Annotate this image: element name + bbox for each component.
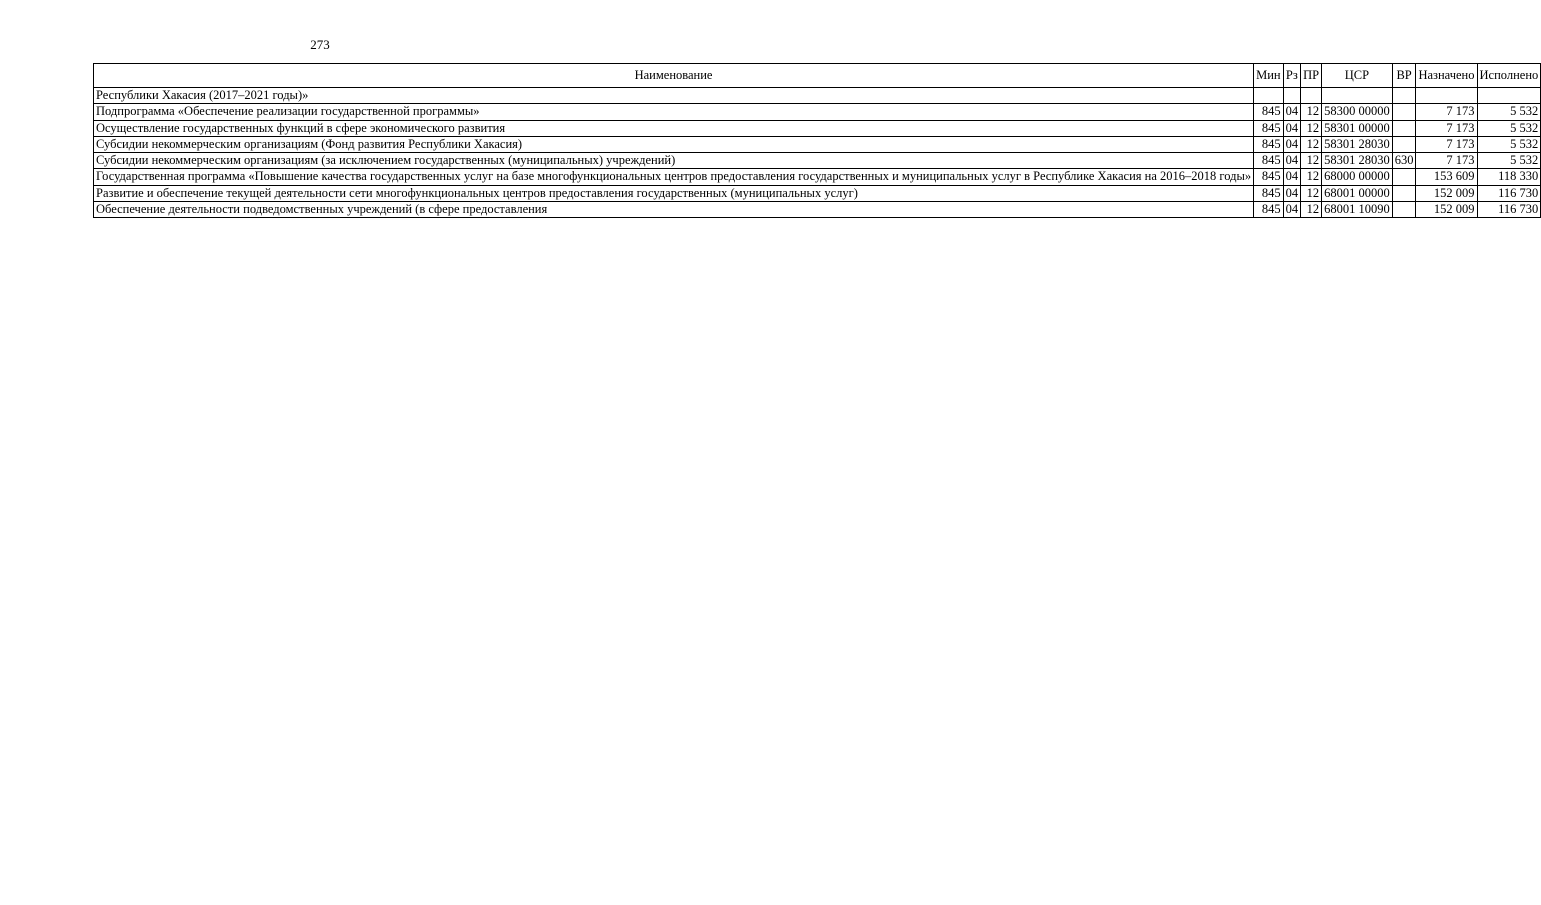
- row-csr: 68001 00000: [1322, 185, 1393, 201]
- row-executed: 118 330: [1477, 169, 1541, 185]
- row-assigned: 7 173: [1416, 120, 1477, 136]
- header-vr: ВР: [1392, 64, 1416, 88]
- row-name: Субсидии некоммерческим организациям (за исключением государственных (муниципальных) учреждений): [94, 153, 1254, 169]
- row-executed: 5 532: [1477, 153, 1541, 169]
- row-csr: 58301 28030: [1322, 153, 1393, 169]
- row-pr: 12: [1301, 136, 1322, 152]
- row-assigned: 153 609: [1416, 169, 1477, 185]
- row-vr: [1392, 202, 1416, 218]
- row-name: Подпрограмма «Обеспечение реализации государственной программы»: [94, 104, 1254, 120]
- row-csr: [1322, 88, 1393, 104]
- header-pr: ПР: [1301, 64, 1322, 88]
- table-row: [94, 120, 1541, 136]
- row-pr: 12: [1301, 185, 1322, 201]
- row-vr: [1392, 169, 1416, 185]
- row-assigned: 7 173: [1416, 153, 1477, 169]
- row-vr: [1392, 88, 1416, 104]
- row-name: Государственная программа «Повышение качества государственных услуг на базе многофункциональных центров предоставления государственных и муниципальных услуг в Республике Хакасия на 2016–2018 годы»: [94, 169, 1254, 185]
- row-rz: [1283, 88, 1301, 104]
- row-name: Обеспечение деятельности подведомственных учреждений (в сфере предоставления: [94, 202, 1254, 218]
- row-executed: 5 532: [1477, 136, 1541, 152]
- header-executed: Исполнено: [1477, 64, 1541, 88]
- row-min: 845: [1254, 185, 1284, 201]
- row-pr: 12: [1301, 153, 1322, 169]
- table-row: [94, 169, 1541, 185]
- row-assigned: [1416, 88, 1477, 104]
- header-name: Наименование: [94, 64, 1254, 88]
- row-rz: 04: [1283, 185, 1301, 201]
- row-csr: 58301 28030: [1322, 136, 1393, 152]
- row-min: [1254, 88, 1284, 104]
- row-vr: 630: [1392, 153, 1416, 169]
- row-csr: 68000 00000: [1322, 169, 1393, 185]
- row-pr: 12: [1301, 202, 1322, 218]
- row-executed: 116 730: [1477, 202, 1541, 218]
- table-row: [94, 185, 1541, 201]
- row-vr: [1392, 136, 1416, 152]
- row-rz: 04: [1283, 104, 1301, 120]
- row-name: Осуществление государственных функций в сфере экономического развития: [94, 120, 1254, 136]
- row-vr: [1392, 185, 1416, 201]
- row-pr: 12: [1301, 120, 1322, 136]
- budget-table: [93, 63, 1541, 218]
- row-pr: 12: [1301, 169, 1322, 185]
- row-assigned: 152 009: [1416, 202, 1477, 218]
- row-name: Республики Хакасия (2017–2021 годы)»: [94, 88, 1254, 104]
- row-rz: 04: [1283, 169, 1301, 185]
- row-assigned: 152 009: [1416, 185, 1477, 201]
- row-vr: [1392, 104, 1416, 120]
- header-assigned: Назначено: [1416, 64, 1477, 88]
- row-rz: 04: [1283, 202, 1301, 218]
- row-name: Развитие и обеспечение текущей деятельности сети многофункциональных центров предоставления государственных (муниципальных услуг): [94, 185, 1254, 201]
- row-pr: [1301, 88, 1322, 104]
- row-executed: [1477, 88, 1541, 104]
- row-executed: 116 730: [1477, 185, 1541, 201]
- row-assigned: 7 173: [1416, 104, 1477, 120]
- row-rz: 04: [1283, 120, 1301, 136]
- row-min: 845: [1254, 153, 1284, 169]
- page-number: 273: [310, 37, 330, 52]
- header-csr: ЦСР: [1322, 64, 1393, 88]
- table-row: [94, 104, 1541, 120]
- row-min: 845: [1254, 104, 1284, 120]
- table-row: [94, 88, 1541, 104]
- table-header-row: [94, 64, 1541, 88]
- header-rz: Рз: [1283, 64, 1301, 88]
- row-assigned: 7 173: [1416, 136, 1477, 152]
- row-name: Субсидии некоммерческим организациям (Фонд развития Республики Хакасия): [94, 136, 1254, 152]
- row-pr: 12: [1301, 104, 1322, 120]
- header-min: Мин: [1254, 64, 1284, 88]
- row-executed: 5 532: [1477, 104, 1541, 120]
- row-executed: 5 532: [1477, 120, 1541, 136]
- row-csr: 58300 00000: [1322, 104, 1393, 120]
- row-vr: [1392, 120, 1416, 136]
- row-min: 845: [1254, 136, 1284, 152]
- table-row: [94, 153, 1541, 169]
- row-min: 845: [1254, 120, 1284, 136]
- row-min: 845: [1254, 202, 1284, 218]
- row-csr: 68001 10090: [1322, 202, 1393, 218]
- row-min: 845: [1254, 169, 1284, 185]
- row-rz: 04: [1283, 136, 1301, 152]
- row-csr: 58301 00000: [1322, 120, 1393, 136]
- row-rz: 04: [1283, 153, 1301, 169]
- table-row: [94, 202, 1541, 218]
- table-row: [94, 136, 1541, 152]
